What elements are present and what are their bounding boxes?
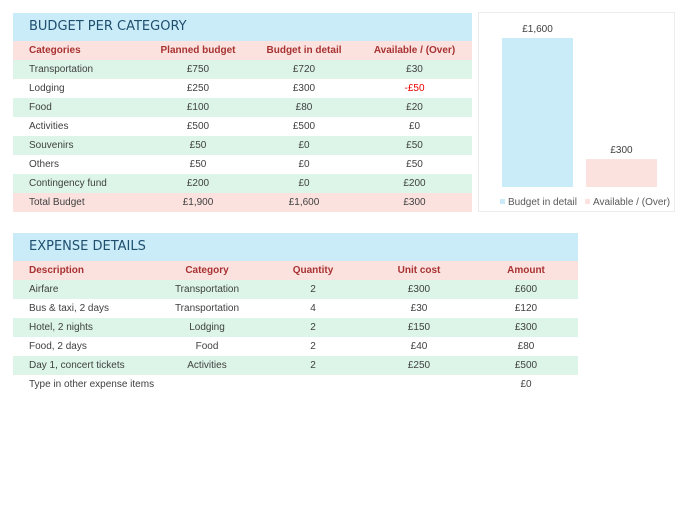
cell-amount[interactable]: £500 xyxy=(514,360,538,371)
cell-quantity[interactable]: 2 xyxy=(310,284,316,295)
cell-category[interactable]: Food xyxy=(195,341,219,352)
cell-amount[interactable]: £120 xyxy=(514,303,538,314)
cell-category[interactable]: Lodging xyxy=(29,83,65,94)
cell-category[interactable]: Souvenirs xyxy=(29,140,74,151)
col-header-categories: Categories xyxy=(29,45,81,56)
budget-chart[interactable] xyxy=(478,12,675,212)
cell-available[interactable]: £50 xyxy=(406,159,423,170)
data-label: £300 xyxy=(610,145,633,157)
budget-header-row xyxy=(13,41,472,60)
cell-planned[interactable]: £500 xyxy=(186,121,210,132)
cell-amount[interactable]: £0 xyxy=(520,379,532,390)
legend-swatch xyxy=(585,199,590,204)
table-row[interactable] xyxy=(13,79,472,98)
cell-in-detail[interactable]: £500 xyxy=(292,121,316,132)
cell-available[interactable]: £30 xyxy=(406,64,423,75)
table-row[interactable] xyxy=(13,299,578,318)
cell-quantity[interactable]: 2 xyxy=(310,341,316,352)
cell-amount[interactable]: £80 xyxy=(517,341,535,352)
cell-in-detail[interactable]: £0 xyxy=(298,140,310,151)
cell-category[interactable]: Transportation xyxy=(29,64,94,75)
cell-planned[interactable]: £50 xyxy=(189,140,207,151)
expense-section-title: EXPENSE DETAILS xyxy=(13,233,578,261)
cell-category[interactable]: Activities xyxy=(187,360,227,371)
col-header-description: Description xyxy=(29,265,85,276)
cell-available[interactable]: £0 xyxy=(408,121,421,132)
cell-category[interactable]: Activities xyxy=(29,121,69,132)
cell-unit-cost[interactable]: £150 xyxy=(407,322,431,333)
total-row[interactable] xyxy=(13,193,472,212)
cell-available[interactable]: £50 xyxy=(406,140,423,151)
cell-quantity[interactable]: 2 xyxy=(310,322,316,333)
legend-label: Budget in detail xyxy=(508,197,577,208)
table-row[interactable] xyxy=(13,356,578,375)
cell-category[interactable]: Food xyxy=(29,102,52,113)
table-row[interactable] xyxy=(13,136,472,155)
cell-in-detail[interactable]: £720 xyxy=(292,64,316,75)
col-header-in-detail: Budget in detail xyxy=(266,45,342,56)
cell-unit-cost[interactable]: £250 xyxy=(407,360,431,371)
cell-in-detail[interactable]: £80 xyxy=(295,102,313,113)
cell-description-placeholder[interactable]: Type in other expense items xyxy=(29,379,155,390)
cell-total-planned[interactable]: £1,900 xyxy=(182,197,214,208)
cell-planned[interactable]: £250 xyxy=(186,83,210,94)
cell-planned[interactable]: £50 xyxy=(189,159,207,170)
cell-description[interactable]: Day 1, concert tickets xyxy=(29,360,125,371)
table-row[interactable] xyxy=(13,337,578,356)
cell-planned[interactable]: £100 xyxy=(186,102,210,113)
col-header-unit-cost: Unit cost xyxy=(397,265,441,276)
cell-category[interactable] xyxy=(152,375,262,394)
table-row[interactable] xyxy=(13,98,472,117)
legend-label: Available / (Over) xyxy=(593,197,671,208)
col-header-planned: Planned budget xyxy=(160,45,236,56)
cell-category[interactable]: Transportation xyxy=(174,284,240,295)
cell-description[interactable]: Hotel, 2 nights xyxy=(29,322,93,333)
expense-table xyxy=(13,261,578,394)
cell-category[interactable]: Contingency fund xyxy=(29,178,107,189)
cell-available[interactable]: -£50 xyxy=(404,83,425,94)
cell-category[interactable]: Transportation xyxy=(174,303,240,314)
cell-planned[interactable]: £750 xyxy=(186,64,210,75)
cell-unit-cost[interactable]: £40 xyxy=(410,341,428,352)
cell-unit-cost[interactable] xyxy=(364,375,474,394)
cell-quantity[interactable] xyxy=(262,375,364,394)
budget-table xyxy=(13,41,472,212)
cell-available[interactable]: £200 xyxy=(403,178,426,189)
cell-description[interactable]: Bus & taxi, 2 days xyxy=(29,303,110,314)
cell-unit-cost[interactable]: £300 xyxy=(407,284,431,295)
table-row[interactable] xyxy=(13,318,578,337)
cell-total-label[interactable]: Total Budget xyxy=(29,197,85,208)
cell-category[interactable]: Lodging xyxy=(189,322,225,333)
table-row[interactable] xyxy=(13,117,472,136)
cell-total-available[interactable]: £300 xyxy=(403,197,426,208)
cell-category[interactable]: Others xyxy=(29,159,60,170)
table-row[interactable] xyxy=(13,174,472,193)
col-header-quantity: Quantity xyxy=(292,265,334,276)
col-header-available: Available / (Over) xyxy=(373,45,456,56)
cell-amount[interactable]: £600 xyxy=(514,284,538,295)
cell-description[interactable]: Airfare xyxy=(29,284,59,295)
cell-description[interactable]: Food, 2 days xyxy=(29,341,87,352)
bar-available[interactable] xyxy=(586,159,657,187)
placeholder-row[interactable] xyxy=(13,375,578,394)
table-row[interactable] xyxy=(13,280,578,299)
cell-planned[interactable]: £200 xyxy=(186,178,210,189)
cell-amount[interactable]: £300 xyxy=(514,322,538,333)
cell-quantity[interactable]: 2 xyxy=(310,360,316,371)
expense-header-row xyxy=(13,261,578,280)
cell-available[interactable]: £20 xyxy=(406,102,423,113)
cell-in-detail[interactable]: £0 xyxy=(298,159,310,170)
cell-unit-cost[interactable]: £30 xyxy=(410,303,428,314)
cell-in-detail[interactable]: £0 xyxy=(298,178,310,189)
legend-swatch xyxy=(500,199,505,204)
cell-quantity[interactable]: 4 xyxy=(310,303,316,314)
table-row[interactable] xyxy=(13,60,472,79)
table-row[interactable] xyxy=(13,155,472,174)
cell-in-detail[interactable]: £300 xyxy=(292,83,316,94)
budget-section-title: BUDGET PER CATEGORY xyxy=(13,13,472,41)
bar-budget-in-detail[interactable] xyxy=(502,38,573,187)
data-label: £1,600 xyxy=(522,24,553,35)
cell-total-in-detail[interactable]: £1,600 xyxy=(288,197,320,208)
col-header-amount: Amount xyxy=(507,265,545,276)
col-header-category: Category xyxy=(185,265,229,276)
